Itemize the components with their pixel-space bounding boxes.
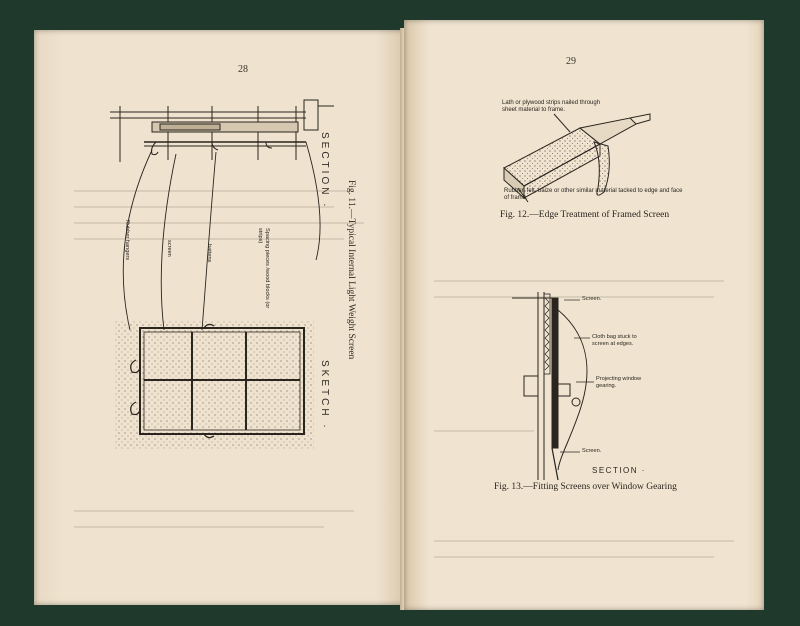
label-rubber-hangers: Rubber hangers (124, 220, 130, 261)
page-number: 28 (238, 64, 248, 75)
label-spacing-pieces: Spacing pieces /wood blocks (or strips) (257, 228, 270, 309)
right-page (404, 20, 764, 610)
fig13-caption: Fig. 13.—Fitting Screens over Window Gearing (494, 482, 677, 492)
fig12-caption: Fig. 12.—Edge Treatment of Framed Screen (500, 210, 670, 220)
fig13-label-cloth-bag: Cloth bag stuck to screen at edges. (592, 334, 637, 347)
fig13-label-gearing: Projecting window gearing. (596, 376, 642, 389)
section-label: SECTION · (319, 132, 330, 210)
fig13-label-screen-bottom: Screen. (582, 448, 602, 454)
label-screen: screen (166, 240, 172, 257)
label-battens: battens (206, 244, 212, 263)
fig13-section-label: SECTION · (592, 466, 646, 475)
fig11-caption: Fig. 11.—Typical Internal Light Weight Screen (346, 180, 356, 360)
left-page (34, 30, 406, 605)
fig12-label-rubber: Rubber, felt, baize or other similar material tacked to edge and face of frame. (504, 188, 683, 201)
sketch-label: SKETCH · (319, 360, 330, 431)
page-number: 29 (566, 56, 576, 67)
fig13-drawing (404, 20, 764, 610)
fig13-label-screen-top: Screen. (582, 296, 602, 302)
fig12-label-lath: Lath or plywood strips nailed through sheet material to frame. (502, 100, 601, 113)
